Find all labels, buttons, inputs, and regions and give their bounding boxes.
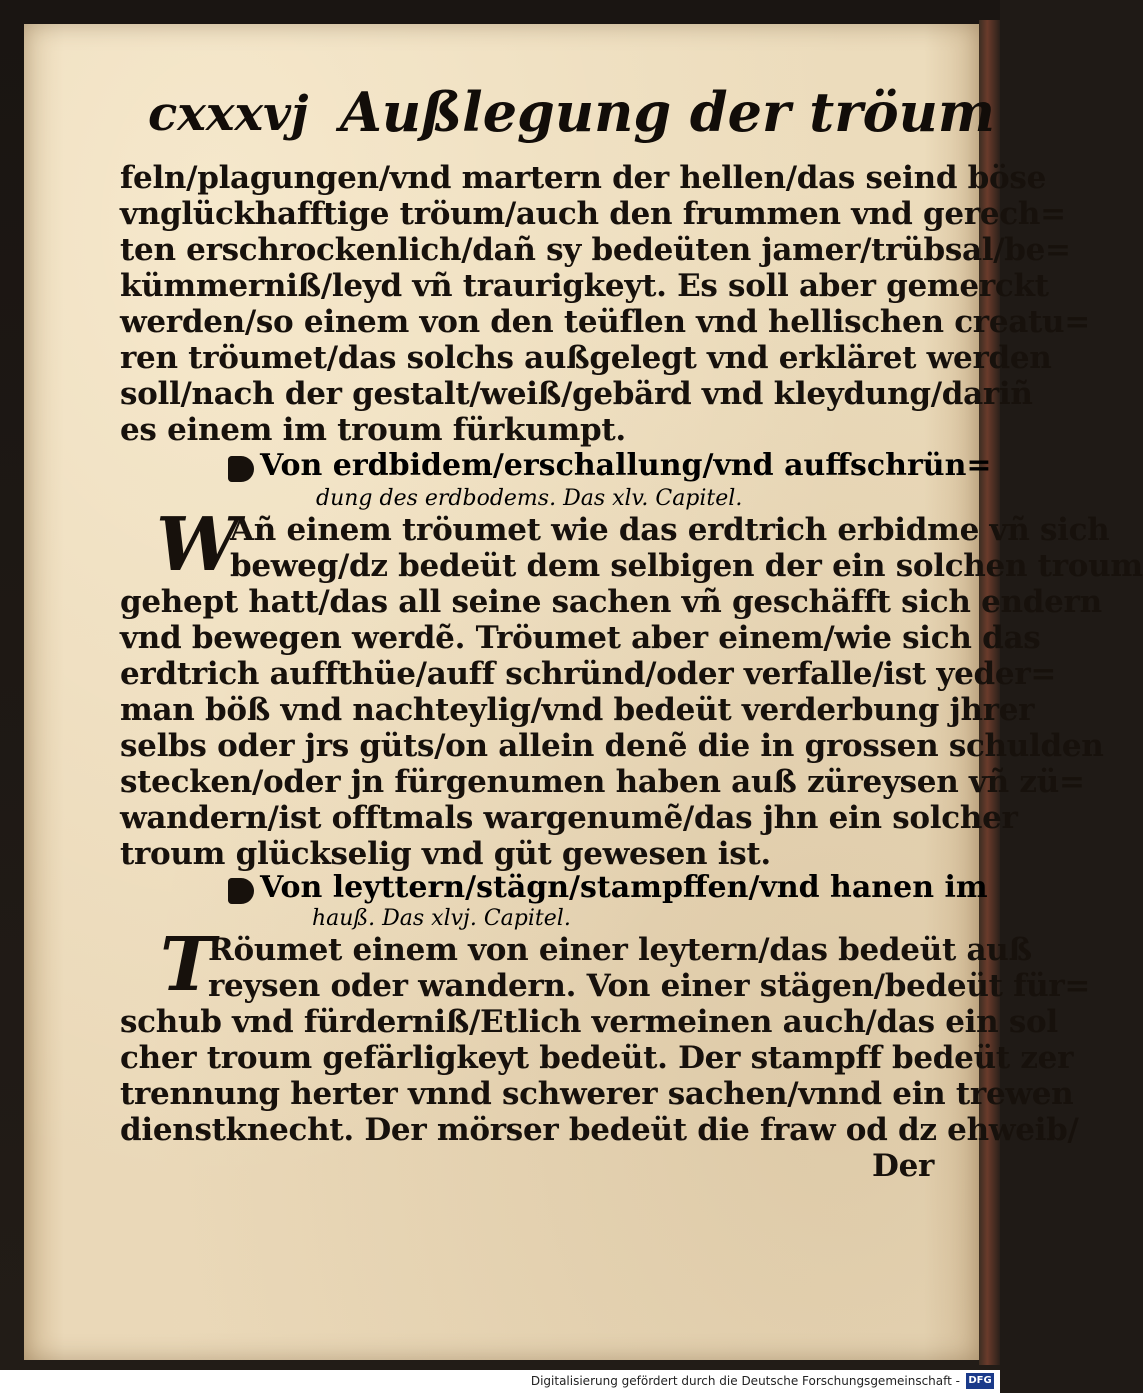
pilcrow-icon xyxy=(228,456,254,482)
text-line: ten erschrockenlich/dañ sy bedeüten jamer/trübsal/be= xyxy=(120,232,1071,268)
text-line: Röumet einem von einer leytern/das bedeüt auß xyxy=(208,932,1032,968)
chapter-46-rubric: Von leyttern/stägn/stampffen/vnd hanen im xyxy=(260,870,988,905)
text-line: schub vnd fürderniß/Etlich vermeinen auch/das ein sol xyxy=(120,1004,1058,1040)
pilcrow-icon xyxy=(228,878,254,904)
text-line: ren tröumet/das solchs außgelegt vnd erkläret werden xyxy=(120,340,1052,376)
text-line: troum glückselig vnd güt gewesen ist. xyxy=(120,836,771,872)
folio-number: cxxxvj xyxy=(148,86,309,142)
text-line: gehept hatt/das all seine sachen vñ geschäfft sich endern xyxy=(120,584,1102,620)
text-line: selbs oder jrs güts/on allein denẽ die in grossen schulden xyxy=(120,728,1104,764)
text-line: wandern/ist offtmals wargenumẽ/das jhn ein solcher xyxy=(120,800,1018,836)
chapter-45-subtitle: dung des erdbodems. Das xlv. Capitel. xyxy=(316,486,743,511)
text-line: stecken/oder jn fürgenumen haben auß züreysen vñ zü= xyxy=(120,764,1085,800)
text-line: es einem im troum fürkumpt. xyxy=(120,412,626,448)
text-line: erdtrich auffthüe/auff schründ/oder verfalle/ist yeder= xyxy=(120,656,1057,692)
text-line: vnd bewegen werdẽ. Tröumet aber einem/wie sich das xyxy=(120,620,1041,656)
text-line: man böß vnd nachteylig/vnd bedeüt verderbung jhrer xyxy=(120,692,1035,728)
text-line: cher troum gefärligkeyt bedeüt. Der stampff bedeüt zer xyxy=(120,1040,1074,1076)
text-line: werden/so einem von den teüflen vnd hellischen creatu= xyxy=(120,304,1090,340)
chapter-46-subtitle: hauß. Das xlvj. Capitel. xyxy=(312,906,571,931)
funding-credit: Digitalisierung gefördert durch die Deutsche Forschungsgemeinschaft - xyxy=(530,1374,960,1388)
dfg-logo-icon: DFG xyxy=(966,1373,994,1389)
text-line: soll/nach der gestalt/weiß/gebärd vnd kleydung/dariñ xyxy=(120,376,1033,412)
text-line: vnglückhafftige tröum/auch den frummen vnd gerech= xyxy=(120,196,1066,232)
text-line: kümmerniß/leyd vñ traurigkeyt. Es soll aber gemerckt xyxy=(120,268,1049,304)
chapter-46-initial: T xyxy=(160,922,216,1008)
chapter-45-initial: W xyxy=(156,502,240,588)
text-line: trennung herter vnnd schwerer sachen/vnnd ein trewen xyxy=(120,1076,1074,1112)
text-line: beweg/dz bedeüt dem selbigen der ein solchen troum xyxy=(230,548,1143,584)
text-line: dienstknecht. Der mörser bedeüt die fraw od dz ehweib/ xyxy=(120,1112,1079,1148)
catchword: Der xyxy=(872,1148,935,1184)
running-title: Außlegung der tröum xyxy=(340,80,996,144)
footer-bar xyxy=(0,1370,1000,1393)
text-line: reysen oder wandern. Von einer stägen/bedeüt für= xyxy=(208,968,1091,1004)
text-line: Añ einem tröumet wie das erdtrich erbidme vñ sich xyxy=(230,512,1110,548)
text-line: feln/plagungen/vnd martern der hellen/das seind böse xyxy=(120,160,1047,196)
chapter-45-rubric: Von erdbidem/erschallung/vnd auffschrün= xyxy=(260,448,992,483)
